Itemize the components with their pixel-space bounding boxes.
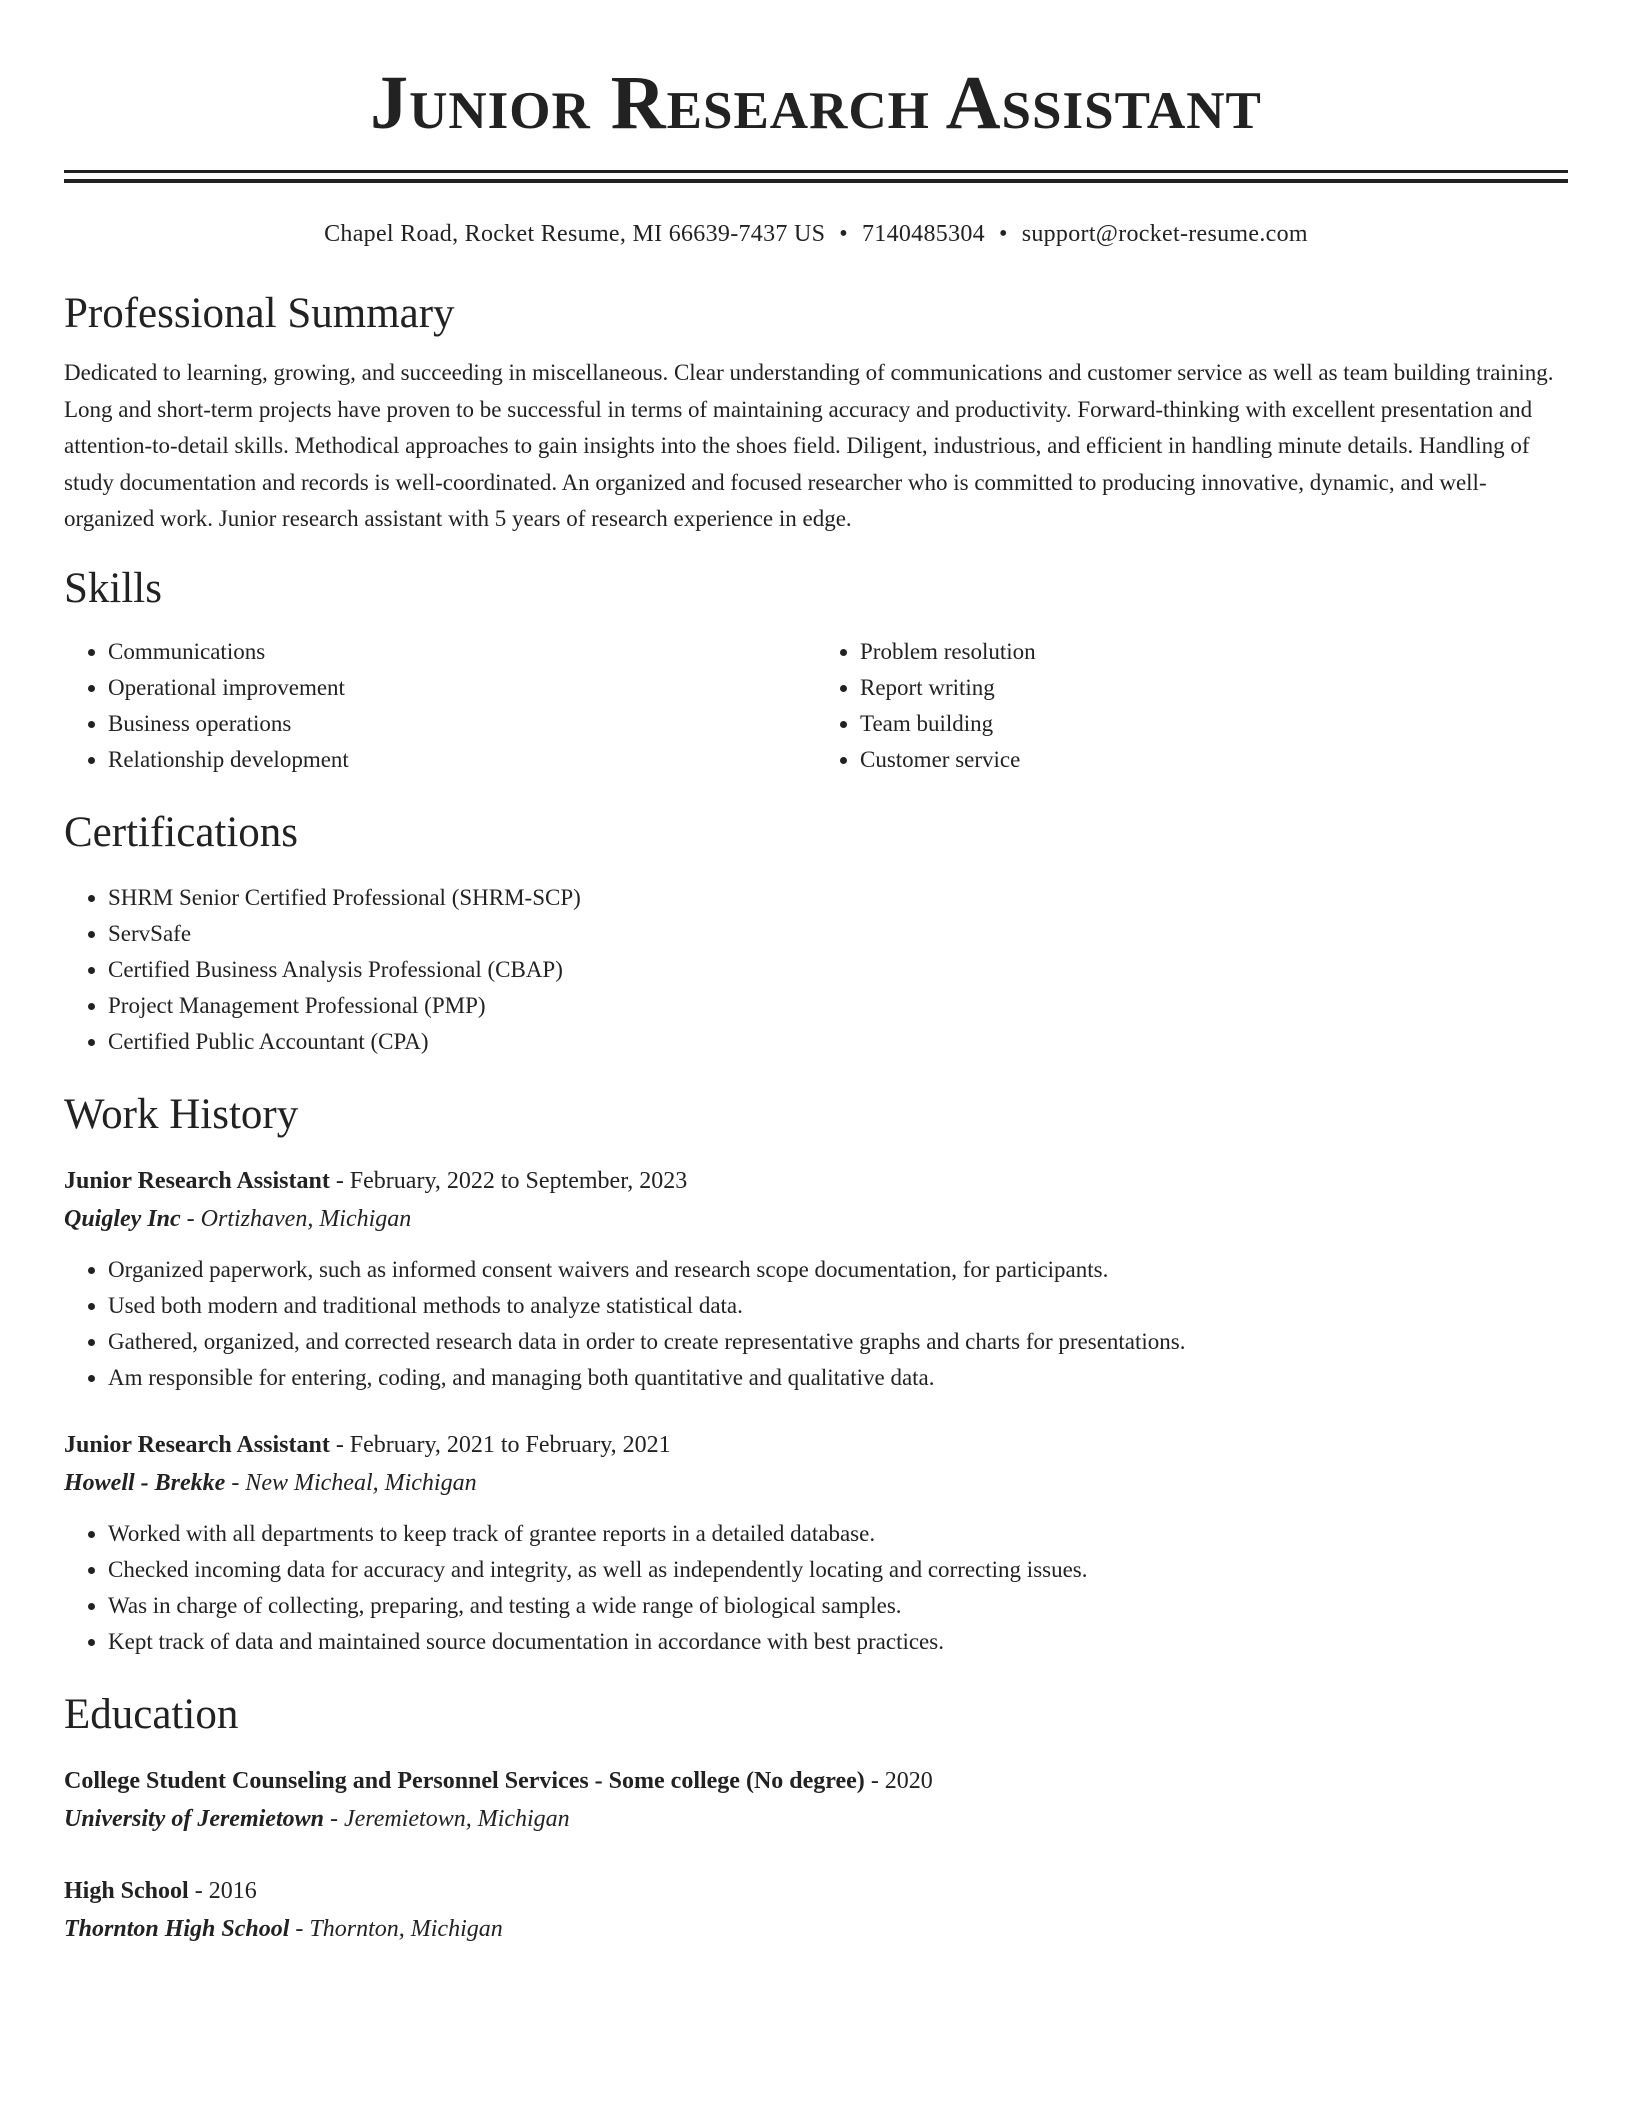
skill-item: • Business operations [108,706,816,742]
education-location: - Thornton, Michigan [289,1915,503,1942]
work-history-heading: Work History [64,1090,299,1138]
job-bullet: • Used both modern and traditional methods to analyze statistical data. [108,1288,1568,1324]
summary-text: Dedicated to learning, growing, and succeeding in miscellaneous. Clear understanding of communications and customer service as well as team building training. Long and short-term projects have proven to be successful in terms of maintaining accuracy and productivity. Forward-thinking with excellent presentation and attention-to-detail skills. Methodical approaches to gain insights into the shoes field. Diligent, industrious, and efficient in handling minute details. Handling of study documentation and records is well-coordinated. An organized and focused researcher who is committed to producing innovative, dynamic, and well-organized work. Junior research assistant with 5 years of research experience in edge. [64,360,1554,531]
job-bullets [64,1252,1568,1396]
job-bullet: • Was in charge of collecting, preparing, and testing a wide range of biological samples. [108,1588,1568,1624]
job-bullet: • Checked incoming data for accuracy and integrity, as well as independently locating and correcting issues. [108,1552,1568,1588]
job-bullet: • Organized paperwork, such as informed consent waivers and research scope documentation, for participants. [108,1252,1568,1288]
skill-item: • Communications [108,634,816,670]
education-entry [64,1762,1568,1838]
job-header [64,1426,1568,1464]
contact-phone: 7140485304 [861,221,985,247]
certifications-list [64,880,1568,1060]
job-bullets [64,1516,1568,1660]
skills-column-right [816,634,1568,778]
contact-address: Chapel Road, Rocket Resume, MI 66639-7437 US [324,221,826,247]
header-rule-bottom [64,179,1568,183]
skills-column-left [64,634,816,778]
education-degree: College Student Counseling and Personnel Services - Some college (No degree) [64,1767,865,1794]
skill-item: • Report writing [860,670,1568,706]
job-entry [64,1162,1568,1396]
education-year: - 2016 [188,1877,257,1904]
job-entry [64,1426,1568,1660]
job-dates: - February, 2021 to February, 2021 [329,1431,671,1458]
contact-separator: • [998,221,1008,247]
education-location: - Jeremietown, Michigan [323,1805,570,1832]
skill-item: • Team building [860,706,1568,742]
job-bullet: • Gathered, organized, and corrected research data in order to create representative graphs and charts for presentations. [108,1324,1568,1360]
resume-page [64,0,1568,1948]
job-employer [64,1464,1568,1502]
job-bullet: • Worked with all departments to keep track of grantee reports in a detailed database. [108,1516,1568,1552]
contact-email: support@rocket-resume.com [1021,221,1308,247]
job-location: - New Micheal, Michigan [225,1469,477,1496]
certification-item: • Certified Public Accountant (CPA) [108,1024,1568,1060]
contact-line [64,219,1568,249]
header-rule-top [64,170,1568,173]
education-header [64,1872,1568,1910]
education-degree: High School [64,1877,189,1904]
job-bullet: • Am responsible for entering, coding, and managing both quantitative and qualitative data. [108,1360,1568,1396]
job-location: - Ortizhaven, Michigan [180,1205,412,1232]
job-header [64,1162,1568,1200]
skill-item: • Operational improvement [108,670,816,706]
summary-heading: Professional Summary [64,290,455,337]
certification-item: • Project Management Professional (PMP) [108,988,1568,1024]
certifications-heading: Certifications [64,808,299,856]
job-role: Junior Research Assistant [64,1431,330,1458]
job-dates: - February, 2022 to September, 2023 [329,1167,688,1194]
education-school-line [64,1800,1568,1838]
certification-item: • Certified Business Analysis Professional (CBAP) [108,952,1568,988]
education-entry [64,1872,1568,1948]
skills-list [64,634,1568,778]
education-header [64,1762,1568,1800]
skill-item: • Customer service [860,742,1568,778]
education-year: - 2020 [864,1767,933,1794]
education-school: University of Jeremietown [64,1805,324,1832]
skills-heading: Skills [64,564,162,612]
education-school-line [64,1910,1568,1948]
job-role: Junior Research Assistant [64,1167,330,1194]
job-bullet: • Kept track of data and maintained source documentation in accordance with best practices. [108,1624,1568,1660]
contact-separator: • [839,221,848,247]
certification-item: • ServSafe [108,916,1568,952]
resume-name-title: Junior Research Assistant [370,61,1262,145]
job-company: Quigley Inc [64,1205,181,1232]
skill-item: • Problem resolution [860,634,1568,670]
education-heading: Education [64,1690,239,1738]
job-company: Howell - Brekke [64,1469,226,1496]
education-school: Thornton High School [64,1915,290,1942]
job-employer [64,1200,1568,1238]
skill-item: • Relationship development [108,742,816,778]
certification-item: • SHRM Senior Certified Professional (SHRM-SCP) [108,880,1568,916]
